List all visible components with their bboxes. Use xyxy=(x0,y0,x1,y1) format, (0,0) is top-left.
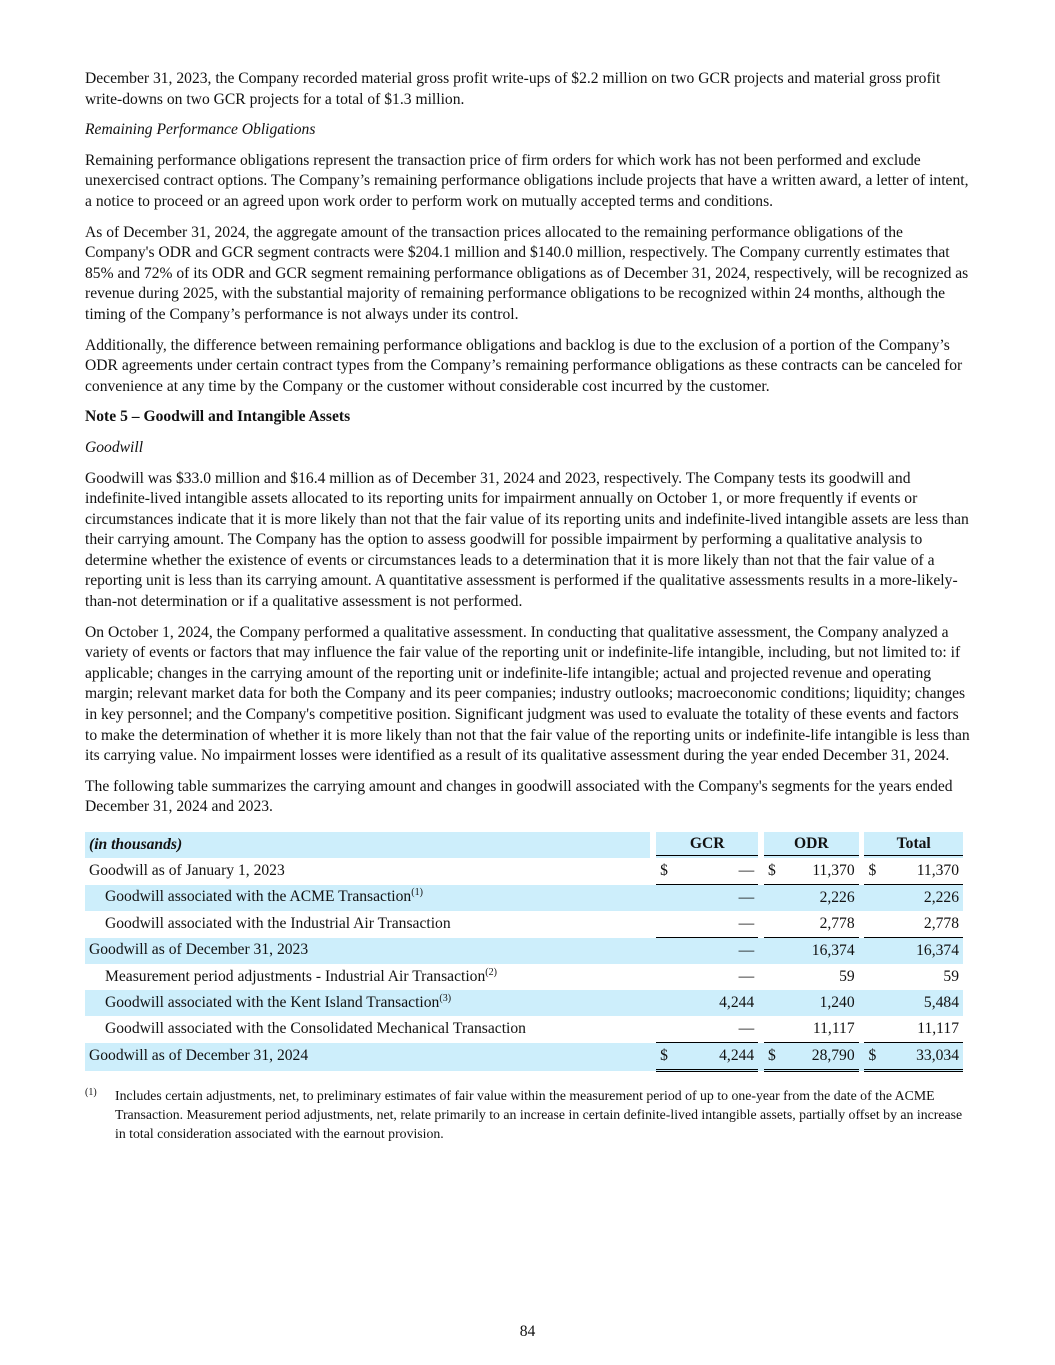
document-page xyxy=(85,69,971,1143)
cell-odr: 1,240 xyxy=(784,990,859,1016)
paragraph: The following table summarizes the carrying amount and changes in goodwill associated with the Company's segments for the years ended December 31, 2024 and 2023. xyxy=(85,777,953,816)
paragraph: As of December 31, 2024, the aggregate amount of the transaction prices allocated to the remaining performance obligations of the Company's ODR and GCR segment contracts were $204.1 million and $140.0 million, respectively. The Company currently estimates that 85% and 72% of its ODR and GCR segment remaining performance obligations as of December 31, 2024, respectively, will be recognized as revenue during 2025, with the substantial majority of remaining performance obligations to be recognized within 24 months, although the timing of the Company’s performance is not always under its control. xyxy=(85,223,969,323)
currency-symbol xyxy=(864,885,884,912)
footnote-ref: (1) xyxy=(411,887,423,899)
currency-symbol: $ xyxy=(864,858,884,885)
currency-symbol xyxy=(864,990,884,1016)
row-label: Goodwill as of January 1, 2023 xyxy=(89,861,285,879)
footnote-text: Includes certain adjustments, net, to preliminary estimates of fair value within the measurement period of up to one-year from the date of the ACME Transaction. Measurement period adjustments, net, relate primarily to an increase in certain definite-lived intangible assets, partially offset by an increase in total consideration associated with the earnout provision. xyxy=(115,1088,963,1141)
row-label: Goodwill as of December 31, 2023 xyxy=(89,941,309,959)
cell-odr: 28,790 xyxy=(784,1043,859,1071)
page-number: 84 xyxy=(519,1323,536,1340)
paragraph: Goodwill was $33.0 million and $16.4 million as of December 31, 2024 and 2023, respectively. The Company tests its goodwill and indefinite-lived intangible assets allocated to its reporting units for impairment annually on October 1, or more frequently if events or circumstances indicate that it is more likely than not that the fair value of its reporting units and indefinite-lived intangible assets are less than their carrying amount. The Company has the option to assess goodwill for possible impairment by performing a qualitative analysis to determine whether the existence of events or circumstances leads to a determination that it is more likely than not that the fair value of a reporting unit is less than its carrying amount. A quantitative assessment is performed if the qualitative assessments results in a more-likely-than-not determination or if a qualitative assessment is not performed. xyxy=(85,469,969,611)
row-label: Measurement period adjustments - Industrial Air Transaction xyxy=(105,967,486,985)
cell-gcr: — xyxy=(738,967,755,985)
currency-symbol xyxy=(764,885,784,912)
row-label: Goodwill as of December 31, 2024 xyxy=(89,1047,309,1065)
cell-total: 2,778 xyxy=(884,911,963,938)
currency-symbol xyxy=(764,938,784,965)
cell-total: 16,374 xyxy=(884,938,963,965)
cell-total: 11,370 xyxy=(884,858,963,885)
currency-symbol xyxy=(764,990,784,1016)
footnote-ref: (2) xyxy=(485,966,497,978)
table-row xyxy=(85,964,963,990)
column-header-odr: ODR xyxy=(764,834,859,856)
cell-gcr: — xyxy=(676,858,758,885)
paragraph: Remaining performance obligations represent the transaction price of firm orders for which work has not been performed and exclude unexercised contract options. The Company’s remaining performance obligations include projects that have a written award, a letter of intent, a notice to proceed or an agreed upon work order to perform work on mutually accepted terms and conditions. xyxy=(85,151,969,210)
row-label: Goodwill associated with the Consolidated Mechanical Transaction xyxy=(105,1019,526,1037)
cell-odr: 16,374 xyxy=(784,938,859,965)
table-row xyxy=(85,911,963,938)
currency-symbol xyxy=(656,990,676,1016)
currency-symbol xyxy=(656,911,676,938)
currency-symbol: $ xyxy=(656,858,676,885)
note-heading: Note 5 – Goodwill and Intangible Assets xyxy=(85,408,351,426)
cell-total: 59 xyxy=(943,967,959,985)
goodwill-table xyxy=(85,832,963,1072)
cell-gcr: 4,244 xyxy=(676,1043,758,1071)
cell-total: 5,484 xyxy=(884,990,963,1016)
cell-total: 33,034 xyxy=(884,1043,963,1071)
table-row xyxy=(85,990,963,1016)
cell-total: 11,117 xyxy=(884,1016,963,1043)
cell-odr: 59 xyxy=(839,967,855,985)
currency-symbol xyxy=(656,938,676,965)
row-label: Goodwill associated with the Industrial Air Transaction xyxy=(105,914,451,932)
cell-odr: 11,117 xyxy=(784,1016,859,1043)
column-header-total: Total xyxy=(864,834,963,856)
currency-symbol: $ xyxy=(764,1043,784,1071)
table-header-row xyxy=(85,832,963,858)
cell-gcr: — xyxy=(676,1016,758,1043)
table-row xyxy=(85,1016,963,1043)
currency-symbol xyxy=(764,964,784,990)
cell-gcr: 4,244 xyxy=(676,990,758,1016)
table-row xyxy=(85,1043,963,1071)
cell-gcr: — xyxy=(676,885,758,912)
cell-odr: 11,370 xyxy=(784,858,859,885)
row-label: Goodwill associated with the ACME Transaction xyxy=(105,888,412,906)
currency-symbol xyxy=(864,1016,884,1043)
column-header-gcr: GCR xyxy=(656,834,758,856)
table-row xyxy=(85,938,963,965)
row-label: Goodwill associated with the Kent Island Transaction xyxy=(105,993,440,1011)
currency-symbol xyxy=(656,1016,676,1043)
currency-symbol xyxy=(764,1016,784,1043)
footnote-marker: (1) xyxy=(85,1087,97,1098)
footnote-ref: (3) xyxy=(439,992,452,1004)
currency-symbol xyxy=(764,911,784,938)
cell-odr: 2,778 xyxy=(784,911,859,938)
section-heading-goodwill: Goodwill xyxy=(85,438,144,456)
paragraph: Additionally, the difference between remaining performance obligations and backlog is due to the exclusion of a portion of the Company’s ODR agreements under certain contract types from the Company’s remaining performance obligations as these contracts can be canceled for convenience at any time by the Company or the customer without considerable cost incurred by the customer. xyxy=(85,336,963,395)
currency-symbol: $ xyxy=(864,1043,884,1071)
units-label: (in thousands) xyxy=(85,832,650,858)
cell-gcr: — xyxy=(676,911,758,938)
currency-symbol: $ xyxy=(656,1043,676,1071)
currency-symbol xyxy=(864,938,884,965)
currency-symbol xyxy=(656,885,676,912)
table-row xyxy=(85,885,963,912)
table-row xyxy=(85,858,963,885)
cell-total: 2,226 xyxy=(884,885,963,912)
section-heading-rpo: Remaining Performance Obligations xyxy=(85,121,316,139)
paragraph: On October 1, 2024, the Company performed a qualitative assessment. In conducting that qualitative assessment, the Company analyzed a variety of events or factors that may influence the fair value of the reporting unit or indefinite-life intangible, including, but not limited to: if applicable; changes in the carrying amount of the reporting unit or indefinite-life intangible; actual and projected revenue and operating margin; relevant market data for both the Company and its peer companies; industry outlooks; macroeconomic conditions; liquidity; changes in key personnel; and the Company's competitive position. Significant judgment was used to evaluate the totality of these events and factors to make the determination of whether it is more likely than not that the fair value of the reporting units or indefinite-life intangible is less than its carrying value. No impairment losses were identified as a result of its qualitative assessment during the year ended December 31, 2024. xyxy=(85,623,970,765)
cell-gcr: — xyxy=(676,938,758,965)
currency-symbol: $ xyxy=(764,858,784,885)
currency-symbol xyxy=(864,964,884,990)
currency-symbol xyxy=(656,964,676,990)
footnote xyxy=(85,1086,971,1143)
currency-symbol xyxy=(864,911,884,938)
paragraph: December 31, 2023, the Company recorded material gross profit write-ups of $2.2 million on two GCR projects and material gross profit write-downs on two GCR projects for a total of $1.3 million. xyxy=(85,70,941,108)
cell-odr: 2,226 xyxy=(784,885,859,912)
